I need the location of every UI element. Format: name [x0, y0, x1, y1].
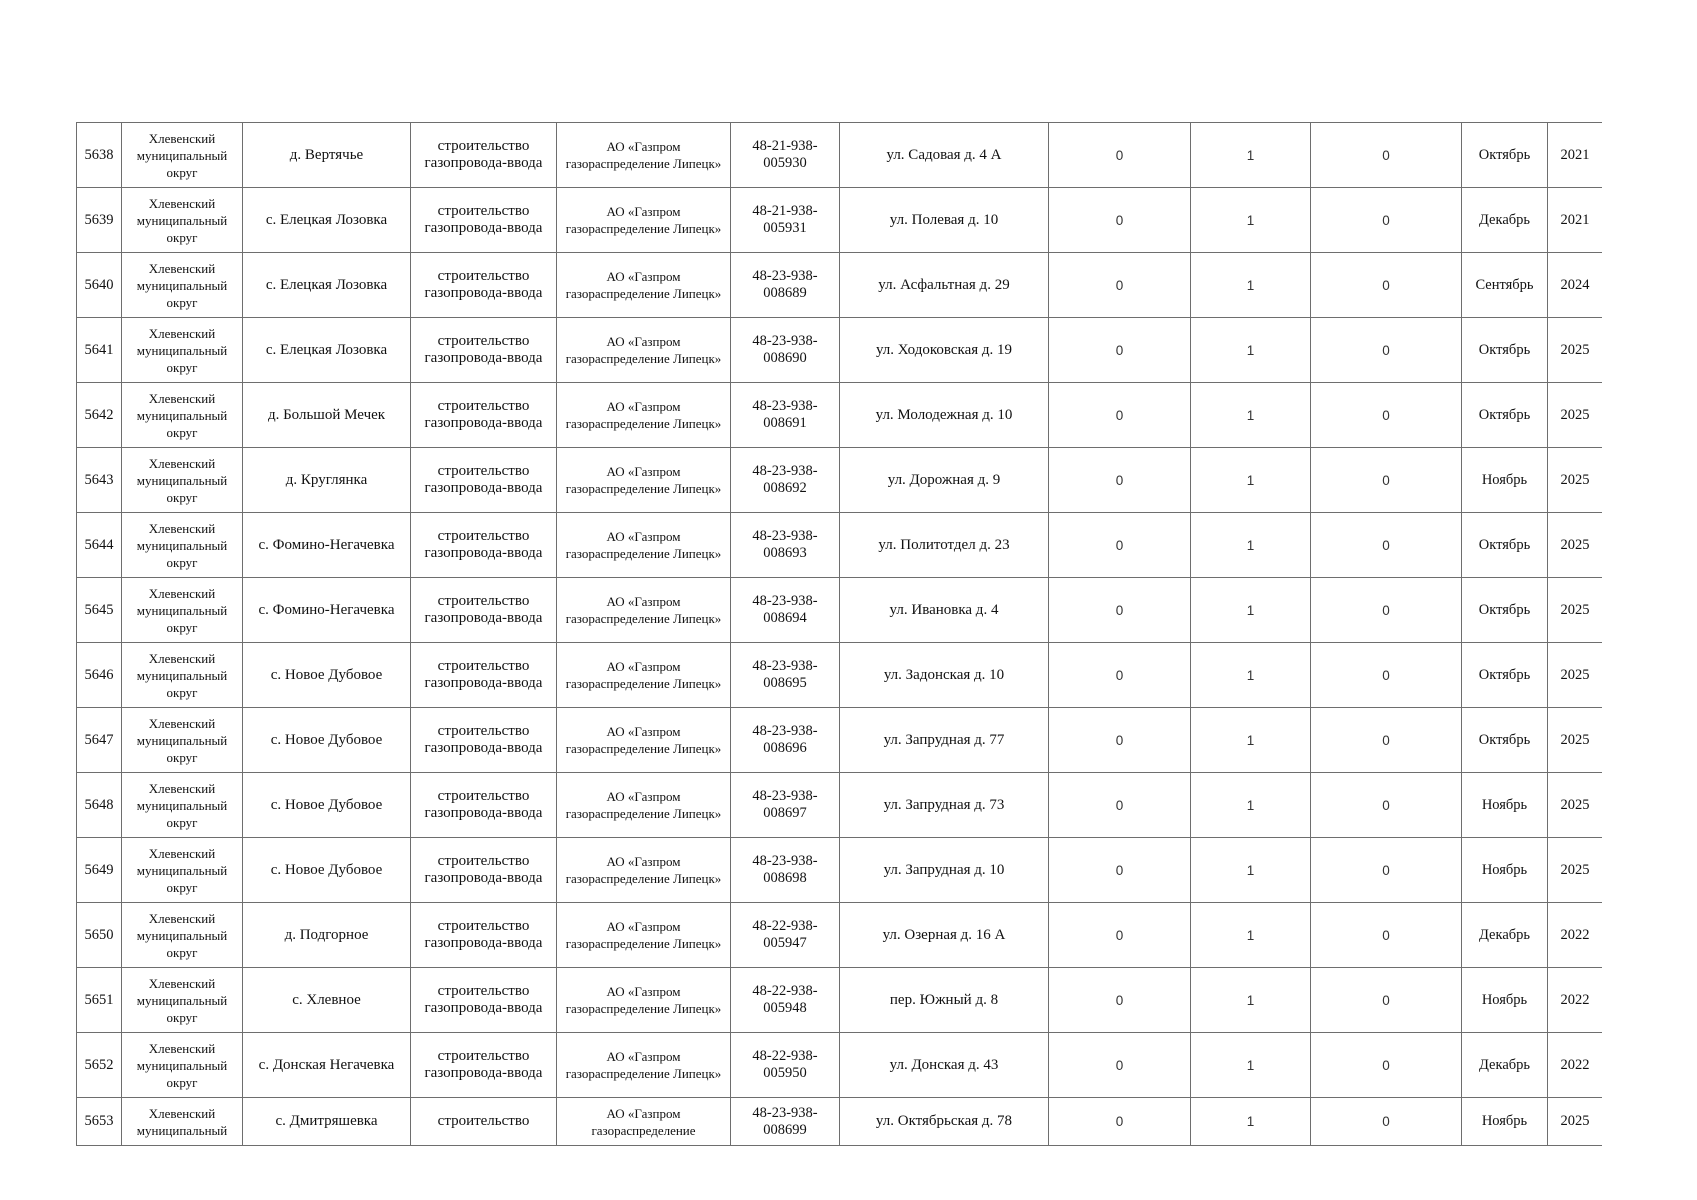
settlement-cell: с. Елецкая Лозовка — [243, 318, 411, 383]
address-cell: ул. Задонская д. 10 — [840, 643, 1049, 708]
settlement-cell: д. Подгорное — [243, 903, 411, 968]
district-cell: Хлевенский муниципальный округ — [122, 903, 243, 968]
year-cell: 2025 — [1548, 318, 1603, 383]
count-cell-c: 0 — [1311, 318, 1462, 383]
organization-cell: АО «Газпром газораспределение Липецк» — [557, 318, 731, 383]
year-cell: 2025 — [1548, 513, 1603, 578]
count-cell-b: 1 — [1191, 123, 1311, 188]
address-cell: ул. Политотдел д. 23 — [840, 513, 1049, 578]
organization-cell: АО «Газпром газораспределение Липецк» — [557, 513, 731, 578]
object-code-cell: 48-23-938-008689 — [731, 253, 840, 318]
work-type-cell: строительство газопровода-ввода — [411, 643, 557, 708]
work-type-cell: строительство газопровода-ввода — [411, 968, 557, 1033]
count-cell-b: 1 — [1191, 578, 1311, 643]
count-cell-a: 0 — [1049, 1033, 1191, 1098]
count-cell-b: 1 — [1191, 513, 1311, 578]
district-cell: Хлевенский муниципальный округ — [122, 1033, 243, 1098]
year-cell: 2025 — [1548, 838, 1603, 903]
object-code-cell: 48-23-938-008691 — [731, 383, 840, 448]
settlement-cell: с. Хлевное — [243, 968, 411, 1033]
count-cell-a: 0 — [1049, 318, 1191, 383]
count-cell-b: 1 — [1191, 1098, 1311, 1146]
work-type-cell: строительство газопровода-ввода — [411, 838, 557, 903]
count-cell-b: 1 — [1191, 188, 1311, 253]
organization-cell: АО «Газпром газораспределение — [557, 1098, 731, 1146]
work-type-cell: строительство газопровода-ввода — [411, 253, 557, 318]
address-cell: ул. Октябрьская д. 78 — [840, 1098, 1049, 1146]
count-cell-c: 0 — [1311, 708, 1462, 773]
count-cell-b: 1 — [1191, 903, 1311, 968]
month-cell: Октябрь — [1462, 383, 1548, 448]
count-cell-a: 0 — [1049, 903, 1191, 968]
organization-cell: АО «Газпром газораспределение Липецк» — [557, 253, 731, 318]
month-cell: Сентябрь — [1462, 253, 1548, 318]
month-cell: Октябрь — [1462, 643, 1548, 708]
organization-cell: АО «Газпром газораспределение Липецк» — [557, 773, 731, 838]
address-cell: пер. Южный д. 8 — [840, 968, 1049, 1033]
work-type-cell: строительство газопровода-ввода — [411, 578, 557, 643]
year-cell: 2025 — [1548, 383, 1603, 448]
object-code-cell: 48-23-938-008695 — [731, 643, 840, 708]
organization-cell: АО «Газпром газораспределение Липецк» — [557, 188, 731, 253]
object-code-cell: 48-23-938-008698 — [731, 838, 840, 903]
district-cell: Хлевенский муниципальный округ — [122, 643, 243, 708]
count-cell-b: 1 — [1191, 253, 1311, 318]
work-type-cell: строительство — [411, 1098, 557, 1146]
month-cell: Ноябрь — [1462, 838, 1548, 903]
object-code-cell: 48-22-938-005947 — [731, 903, 840, 968]
row-number-cell: 5638 — [77, 123, 122, 188]
row-number-cell: 5641 — [77, 318, 122, 383]
table-row — [77, 448, 1603, 513]
count-cell-a: 0 — [1049, 383, 1191, 448]
row-number-cell: 5652 — [77, 1033, 122, 1098]
count-cell-a: 0 — [1049, 188, 1191, 253]
row-number-cell: 5647 — [77, 708, 122, 773]
settlement-cell: с. Новое Дубовое — [243, 773, 411, 838]
object-code-cell: 48-22-938-005950 — [731, 1033, 840, 1098]
work-type-cell: строительство газопровода-ввода — [411, 188, 557, 253]
count-cell-a: 0 — [1049, 513, 1191, 578]
work-type-cell: строительство газопровода-ввода — [411, 708, 557, 773]
count-cell-c: 0 — [1311, 383, 1462, 448]
organization-cell: АО «Газпром газораспределение Липецк» — [557, 708, 731, 773]
gasification-table — [76, 122, 1602, 1146]
settlement-cell: с. Елецкая Лозовка — [243, 188, 411, 253]
work-type-cell: строительство газопровода-ввода — [411, 1033, 557, 1098]
district-cell: Хлевенский муниципальный округ — [122, 578, 243, 643]
table-row — [77, 513, 1603, 578]
object-code-cell: 48-22-938-005948 — [731, 968, 840, 1033]
table-row — [77, 318, 1603, 383]
organization-cell: АО «Газпром газораспределение Липецк» — [557, 123, 731, 188]
address-cell: ул. Запрудная д. 77 — [840, 708, 1049, 773]
row-number-cell: 5653 — [77, 1098, 122, 1146]
document-page — [76, 122, 1602, 1147]
count-cell-b: 1 — [1191, 773, 1311, 838]
year-cell: 2025 — [1548, 1098, 1603, 1146]
organization-cell: АО «Газпром газораспределение Липецк» — [557, 903, 731, 968]
address-cell: ул. Садовая д. 4 А — [840, 123, 1049, 188]
month-cell: Декабрь — [1462, 1033, 1548, 1098]
month-cell: Ноябрь — [1462, 448, 1548, 513]
count-cell-b: 1 — [1191, 448, 1311, 513]
count-cell-c: 0 — [1311, 253, 1462, 318]
work-type-cell: строительство газопровода-ввода — [411, 903, 557, 968]
year-cell: 2024 — [1548, 253, 1603, 318]
count-cell-c: 0 — [1311, 188, 1462, 253]
month-cell: Ноябрь — [1462, 1098, 1548, 1146]
table-row — [77, 383, 1603, 448]
work-type-cell: строительство газопровода-ввода — [411, 318, 557, 383]
settlement-cell: с. Фомино-Негачевка — [243, 578, 411, 643]
district-cell: Хлевенский муниципальный округ — [122, 318, 243, 383]
address-cell: ул. Полевая д. 10 — [840, 188, 1049, 253]
count-cell-a: 0 — [1049, 773, 1191, 838]
count-cell-c: 0 — [1311, 903, 1462, 968]
count-cell-b: 1 — [1191, 838, 1311, 903]
object-code-cell: 48-23-938-008693 — [731, 513, 840, 578]
count-cell-b: 1 — [1191, 383, 1311, 448]
year-cell: 2022 — [1548, 903, 1603, 968]
address-cell: ул. Запрудная д. 10 — [840, 838, 1049, 903]
district-cell: Хлевенский муниципальный округ — [122, 513, 243, 578]
object-code-cell: 48-23-938-008692 — [731, 448, 840, 513]
work-type-cell: строительство газопровода-ввода — [411, 448, 557, 513]
address-cell: ул. Ивановка д. 4 — [840, 578, 1049, 643]
organization-cell: АО «Газпром газораспределение Липецк» — [557, 838, 731, 903]
count-cell-a: 0 — [1049, 123, 1191, 188]
district-cell: Хлевенский муниципальный округ — [122, 188, 243, 253]
address-cell: ул. Озерная д. 16 А — [840, 903, 1049, 968]
work-type-cell: строительство газопровода-ввода — [411, 383, 557, 448]
district-cell: Хлевенский муниципальный округ — [122, 383, 243, 448]
object-code-cell: 48-21-938-005930 — [731, 123, 840, 188]
object-code-cell: 48-21-938-005931 — [731, 188, 840, 253]
count-cell-c: 0 — [1311, 838, 1462, 903]
count-cell-a: 0 — [1049, 253, 1191, 318]
settlement-cell: с. Новое Дубовое — [243, 708, 411, 773]
address-cell: ул. Асфальтная д. 29 — [840, 253, 1049, 318]
count-cell-a: 0 — [1049, 968, 1191, 1033]
settlement-cell: с. Новое Дубовое — [243, 838, 411, 903]
organization-cell: АО «Газпром газораспределение Липецк» — [557, 1033, 731, 1098]
count-cell-c: 0 — [1311, 578, 1462, 643]
district-cell: Хлевенский муниципальный — [122, 1098, 243, 1146]
district-cell: Хлевенский муниципальный округ — [122, 448, 243, 513]
address-cell: ул. Дорожная д. 9 — [840, 448, 1049, 513]
month-cell: Ноябрь — [1462, 968, 1548, 1033]
month-cell: Октябрь — [1462, 123, 1548, 188]
object-code-cell: 48-23-938-008696 — [731, 708, 840, 773]
row-number-cell: 5644 — [77, 513, 122, 578]
count-cell-b: 1 — [1191, 968, 1311, 1033]
year-cell: 2025 — [1548, 708, 1603, 773]
year-cell: 2025 — [1548, 448, 1603, 513]
row-number-cell: 5646 — [77, 643, 122, 708]
settlement-cell: д. Вертячье — [243, 123, 411, 188]
object-code-cell: 48-23-938-008697 — [731, 773, 840, 838]
organization-cell: АО «Газпром газораспределение Липецк» — [557, 448, 731, 513]
count-cell-b: 1 — [1191, 318, 1311, 383]
district-cell: Хлевенский муниципальный округ — [122, 773, 243, 838]
count-cell-c: 0 — [1311, 643, 1462, 708]
table-row — [77, 773, 1603, 838]
table-row — [77, 188, 1603, 253]
table-row — [77, 838, 1603, 903]
count-cell-c: 0 — [1311, 1098, 1462, 1146]
count-cell-a: 0 — [1049, 448, 1191, 513]
district-cell: Хлевенский муниципальный округ — [122, 253, 243, 318]
row-number-cell: 5648 — [77, 773, 122, 838]
row-number-cell: 5650 — [77, 903, 122, 968]
month-cell: Декабрь — [1462, 188, 1548, 253]
settlement-cell: д. Большой Мечек — [243, 383, 411, 448]
month-cell: Октябрь — [1462, 318, 1548, 383]
count-cell-a: 0 — [1049, 1098, 1191, 1146]
month-cell: Октябрь — [1462, 708, 1548, 773]
count-cell-b: 1 — [1191, 1033, 1311, 1098]
count-cell-b: 1 — [1191, 708, 1311, 773]
work-type-cell: строительство газопровода-ввода — [411, 773, 557, 838]
count-cell-c: 0 — [1311, 123, 1462, 188]
year-cell: 2025 — [1548, 643, 1603, 708]
table-body — [77, 123, 1603, 1146]
work-type-cell: строительство газопровода-ввода — [411, 513, 557, 578]
count-cell-a: 0 — [1049, 643, 1191, 708]
organization-cell: АО «Газпром газораспределение Липецк» — [557, 383, 731, 448]
month-cell: Октябрь — [1462, 578, 1548, 643]
row-number-cell: 5640 — [77, 253, 122, 318]
organization-cell: АО «Газпром газораспределение Липецк» — [557, 578, 731, 643]
district-cell: Хлевенский муниципальный округ — [122, 968, 243, 1033]
table-row — [77, 903, 1603, 968]
count-cell-c: 0 — [1311, 513, 1462, 578]
settlement-cell: с. Новое Дубовое — [243, 643, 411, 708]
object-code-cell: 48-23-938-008699 — [731, 1098, 840, 1146]
count-cell-b: 1 — [1191, 643, 1311, 708]
count-cell-c: 0 — [1311, 968, 1462, 1033]
count-cell-c: 0 — [1311, 773, 1462, 838]
table-row — [77, 578, 1603, 643]
object-code-cell: 48-23-938-008690 — [731, 318, 840, 383]
organization-cell: АО «Газпром газораспределение Липецк» — [557, 643, 731, 708]
count-cell-c: 0 — [1311, 448, 1462, 513]
district-cell: Хлевенский муниципальный округ — [122, 838, 243, 903]
district-cell: Хлевенский муниципальный округ — [122, 123, 243, 188]
count-cell-a: 0 — [1049, 838, 1191, 903]
row-number-cell: 5639 — [77, 188, 122, 253]
row-number-cell: 5642 — [77, 383, 122, 448]
address-cell: ул. Запрудная д. 73 — [840, 773, 1049, 838]
settlement-cell: с. Фомино-Негачевка — [243, 513, 411, 578]
year-cell: 2022 — [1548, 1033, 1603, 1098]
table-row — [77, 708, 1603, 773]
count-cell-a: 0 — [1049, 578, 1191, 643]
settlement-cell: д. Круглянка — [243, 448, 411, 513]
table-row — [77, 253, 1603, 318]
work-type-cell: строительство газопровода-ввода — [411, 123, 557, 188]
row-number-cell: 5651 — [77, 968, 122, 1033]
organization-cell: АО «Газпром газораспределение Липецк» — [557, 968, 731, 1033]
object-code-cell: 48-23-938-008694 — [731, 578, 840, 643]
count-cell-c: 0 — [1311, 1033, 1462, 1098]
month-cell: Ноябрь — [1462, 773, 1548, 838]
row-number-cell: 5643 — [77, 448, 122, 513]
table-row — [77, 123, 1603, 188]
table-row — [77, 968, 1603, 1033]
settlement-cell: с. Елецкая Лозовка — [243, 253, 411, 318]
settlement-cell: с. Донская Негачевка — [243, 1033, 411, 1098]
year-cell: 2025 — [1548, 773, 1603, 838]
address-cell: ул. Молодежная д. 10 — [840, 383, 1049, 448]
count-cell-a: 0 — [1049, 708, 1191, 773]
settlement-cell: с. Дмитряшевка — [243, 1098, 411, 1146]
address-cell: ул. Донская д. 43 — [840, 1033, 1049, 1098]
district-cell: Хлевенский муниципальный округ — [122, 708, 243, 773]
year-cell: 2025 — [1548, 578, 1603, 643]
year-cell: 2022 — [1548, 968, 1603, 1033]
month-cell: Октябрь — [1462, 513, 1548, 578]
table-row — [77, 1098, 1603, 1146]
address-cell: ул. Ходоковская д. 19 — [840, 318, 1049, 383]
row-number-cell: 5645 — [77, 578, 122, 643]
year-cell: 2021 — [1548, 188, 1603, 253]
month-cell: Декабрь — [1462, 903, 1548, 968]
year-cell: 2021 — [1548, 123, 1603, 188]
table-row — [77, 1033, 1603, 1098]
row-number-cell: 5649 — [77, 838, 122, 903]
table-row — [77, 643, 1603, 708]
